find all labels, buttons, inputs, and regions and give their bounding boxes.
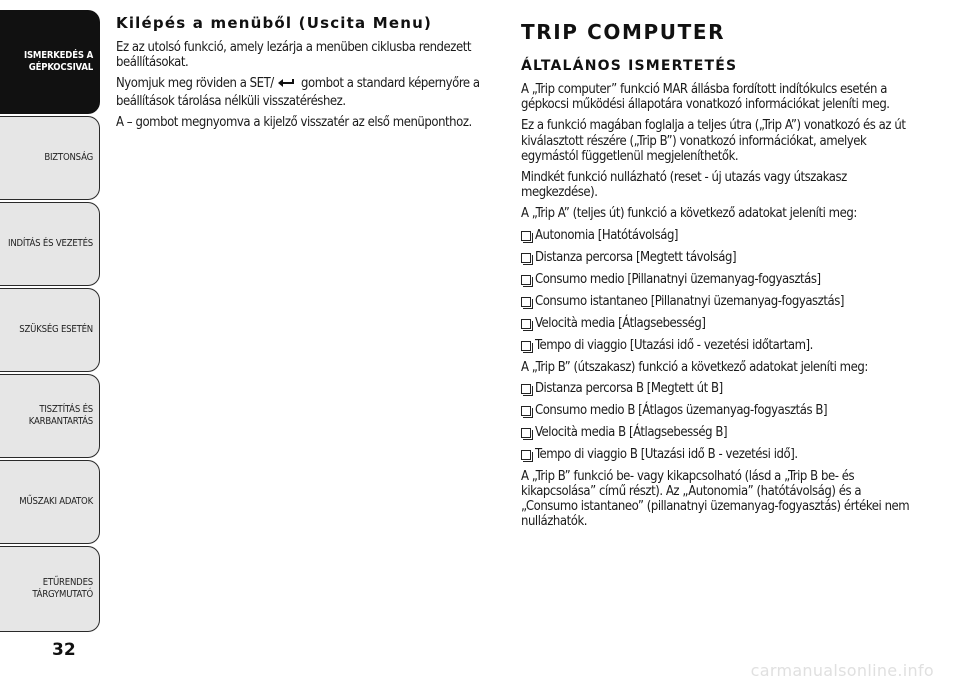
checkbox-bullet-icon — [521, 297, 531, 307]
section-heading: ÁLTALÁNOS ISMERTETÉS — [521, 58, 738, 74]
checkbox-bullet-icon — [521, 341, 531, 351]
tab-muszaki[interactable]: MŰSZAKI ADATOK — [0, 460, 100, 544]
chapter-sidebar — [0, 0, 100, 686]
tab-tisztitas[interactable]: TISZTÍTÁS ÉS KARBANTARTÁS — [0, 374, 100, 458]
checkbox-bullet-icon — [521, 406, 531, 416]
list-item: Tempo di viaggio [Utazási idő - vezetési időtartam]. — [521, 338, 911, 353]
trip-b-list — [521, 381, 911, 462]
right-paragraph-4: A „Trip A” (teljes út) funkció a következő adatokat jeleníti meg: — [521, 206, 857, 222]
page-title: TRIP COMPUTER — [521, 20, 726, 44]
list-item: Consumo istantaneo [Pillanatnyi üzemanyag-fogyasztás] — [521, 294, 911, 309]
left-paragraph-3: A – gombot megnyomva a kijelző visszatér az első menüponthoz. — [116, 114, 472, 130]
tab-inditas[interactable]: INDÍTÁS ÉS VEZETÉS — [0, 202, 100, 286]
checkbox-bullet-icon — [521, 450, 531, 460]
list-item: Velocità media B [Átlagsebesség B] — [521, 425, 911, 440]
checkbox-bullet-icon — [521, 275, 531, 285]
tab-targymutato[interactable]: ETŰRENDES TÁRGYMUTATÓ — [0, 546, 100, 632]
checkbox-bullet-icon — [521, 319, 531, 329]
list-item: Distanza percorsa B [Megtett út B] — [521, 381, 911, 396]
list-item: Tempo di viaggio B [Utazási idő B - vezetési idő]. — [521, 447, 911, 462]
tab-szukseg[interactable]: SZÜKSÉG ESETÉN — [0, 288, 100, 372]
trip-a-list — [521, 228, 911, 353]
watermark: carmanualsonline.info — [750, 661, 934, 680]
right-column — [521, 14, 911, 536]
checkbox-bullet-icon — [521, 253, 531, 263]
list-item: Consumo medio B [Átlagos üzemanyag-fogyasztás B] — [521, 403, 911, 418]
right-paragraph-3: Mindkét funkció nullázható (reset - új utazás vagy útszakasz megkezdése). — [521, 170, 847, 201]
checkbox-bullet-icon — [521, 231, 531, 241]
right-paragraph-1: A „Trip computer” funkció MAR állásba fordított indítókulcs esetén a gépkocsi működési állapotára vonatkozó információkat jeleníti meg. — [521, 82, 890, 113]
checkbox-bullet-icon — [521, 428, 531, 438]
tab-ismerkedes[interactable]: ISMERKEDÉS A GÉPKOCSIVAL — [0, 10, 100, 114]
left-column — [116, 14, 496, 136]
list-item: Autonomia [Hatótávolság] — [521, 228, 911, 243]
right-paragraph-2: Ez a funkció magában foglalja a teljes útra („Trip A”) vonatkozó és az út kiválasztott részére („Trip B”) vonatkozó információkat, amelyek egymástól függetlenül megjeleníthetők. — [521, 118, 906, 164]
list-item: Distanza percorsa [Megtett távolság] — [521, 250, 911, 265]
tab-biztonsag[interactable]: BIZTONSÁG — [0, 116, 100, 200]
list-item: Consumo medio [Pillanatnyi üzemanyag-fogyasztás] — [521, 272, 911, 287]
right-paragraph-6: A „Trip B” funkció be- vagy kikapcsolható (lásd a „Trip B be- és kikapcsolása” című részt). Az „Autonomia” (hatótávolság) és a „Consumo istantaneo” (pillanatnyi üzemanyag-fogyasztás) értékei nem nullázhatók. — [521, 468, 910, 530]
page-number: 32 — [52, 640, 76, 660]
list-item: Velocità media [Átlagsebesség] — [521, 316, 911, 331]
left-paragraph-1: Ez az utolsó funkció, amely lezárja a menüben ciklusba rendezett beállításokat. — [116, 40, 471, 71]
return-arrow-icon — [276, 77, 296, 93]
left-paragraph-2: Nyomjuk meg röviden a SET/ gombot a standard képernyőre a beállítások tárolása nélküli visszatéréshez. — [116, 76, 480, 109]
right-paragraph-5: A „Trip B” (útszakasz) funkció a következő adatokat jeleníti meg: — [521, 359, 868, 375]
exit-menu-heading: Kilépés a menüből (Uscita Menu) — [116, 14, 433, 32]
checkbox-bullet-icon — [521, 384, 531, 394]
